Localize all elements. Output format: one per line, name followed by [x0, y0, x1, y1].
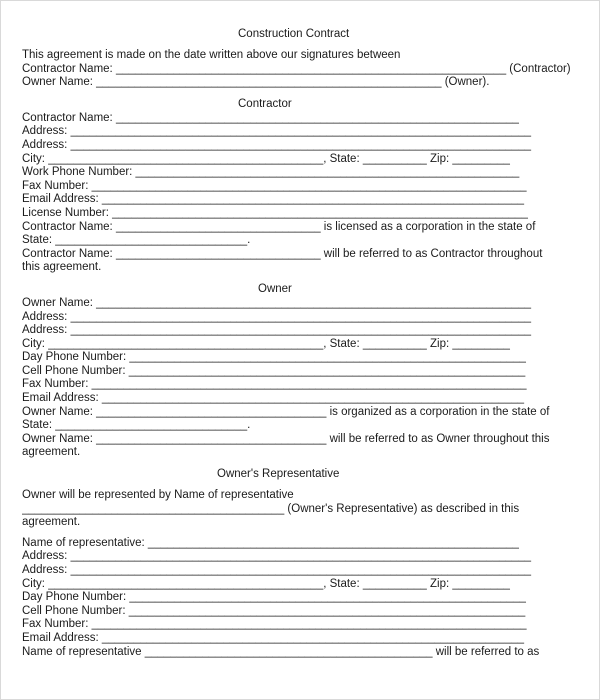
spacer — [22, 90, 588, 97]
representative-intro-line-2[interactable]: _________________________________________ (Owner's Representative) as described in this — [22, 502, 520, 515]
contractor-field-fax[interactable]: Fax Number: ____________________________________________________________________ — [22, 179, 527, 192]
intro-contractor-field[interactable]: Contractor Name: _____________________________________________________________ (Contractor) — [22, 62, 571, 75]
representative-field-day-phone[interactable]: Day Phone Number: ______________________________________________________________ — [22, 591, 526, 604]
section-heading-owner: Owner — [258, 282, 292, 295]
owner-field-cell-phone[interactable]: Cell Phone Number: ______________________________________________________________ — [22, 364, 526, 377]
owner-referred-line[interactable]: Owner Name: ____________________________________ will be referred to as Owner throughout this — [22, 432, 550, 445]
spacer — [22, 482, 588, 489]
spacer — [22, 530, 588, 537]
section-heading-contractor: Contractor — [238, 97, 292, 110]
representative-field-address-2[interactable]: Address: ________________________________________________________________________ — [22, 564, 532, 576]
representative-field-city-state-zip[interactable]: City: ___________________________________________, State: __________ Zip: _________ — [22, 577, 510, 590]
contractor-referred-line[interactable]: Contractor Name: ________________________________ will be referred to as Contractor throughout — [22, 247, 543, 260]
owner-field-city-state-zip[interactable]: City: ___________________________________________, State: __________ Zip: _________ — [22, 337, 510, 350]
owner-field-fax[interactable]: Fax Number: ____________________________________________________________________ — [22, 378, 527, 391]
owner-field-address-2[interactable]: Address: ________________________________________________________________________ — [22, 324, 532, 337]
intro-owner-field[interactable]: Owner Name: ______________________________________________________ (Owner). — [22, 76, 490, 89]
representative-intro-line-1: Owner will be represented by Name of representative — [22, 489, 294, 502]
representative-field-address-1[interactable]: Address: ________________________________________________________________________ — [22, 550, 532, 563]
owner-field-email[interactable]: Email Address: __________________________________________________________________ — [22, 392, 525, 405]
representative-field-email[interactable]: Email Address: __________________________________________________________________ — [22, 631, 525, 644]
owner-referred-line-cont: agreement. — [22, 446, 81, 459]
representative-field-name[interactable]: Name of representative: __________________________________________________________ — [22, 536, 519, 549]
spacer — [22, 42, 588, 49]
document-title: Construction Contract — [238, 28, 350, 40]
representative-intro-line-3: agreement. — [22, 516, 81, 529]
contractor-field-address-2[interactable]: Address: ________________________________________________________________________ — [22, 138, 532, 151]
contractor-field-license[interactable]: License Number: _________________________________________________________________ — [22, 206, 528, 219]
owner-field-address-1[interactable]: Address: ________________________________________________________________________ — [22, 310, 532, 323]
contractor-corporation-line[interactable]: Contractor Name: ________________________________ is licensed as a corporation in the state of — [22, 220, 536, 233]
owner-field-name[interactable]: Owner Name: ____________________________________________________________________ — [22, 296, 532, 309]
contractor-field-email[interactable]: Email Address: __________________________________________________________________ — [22, 193, 525, 206]
contractor-referred-line-cont: this agreement. — [22, 261, 102, 274]
document-content — [22, 27, 588, 659]
contractor-field-name[interactable]: Contractor Name: _______________________________________________________________ — [22, 111, 519, 124]
spacer — [22, 275, 588, 282]
intro-text: This agreement is made on the date written above our signatures between — [22, 49, 401, 61]
section-heading-owner-representative: Owner's Representative — [217, 468, 340, 481]
owner-corporation-line[interactable]: Owner Name: ____________________________________ is organized as a corporation in the state of — [22, 405, 550, 418]
representative-field-fax[interactable]: Fax Number: ____________________________________________________________________ — [22, 618, 527, 631]
contractor-state-line[interactable]: State: ______________________________. — [22, 234, 251, 247]
contractor-field-address-1[interactable]: Address: ________________________________________________________________________ — [22, 125, 532, 138]
owner-field-day-phone[interactable]: Day Phone Number: ______________________________________________________________ — [22, 351, 526, 364]
spacer — [22, 460, 588, 467]
contractor-field-city-state-zip[interactable]: City: ___________________________________________, State: __________ Zip: _________ — [22, 152, 510, 165]
contractor-field-work-phone[interactable]: Work Phone Number: ____________________________________________________________ — [22, 166, 520, 179]
representative-referred-line[interactable]: Name of representative _____________________________________________ will be referred to as — [22, 645, 540, 658]
representative-field-cell-phone[interactable]: Cell Phone Number: ______________________________________________________________ — [22, 604, 526, 617]
owner-state-line[interactable]: State: ______________________________. — [22, 419, 251, 432]
